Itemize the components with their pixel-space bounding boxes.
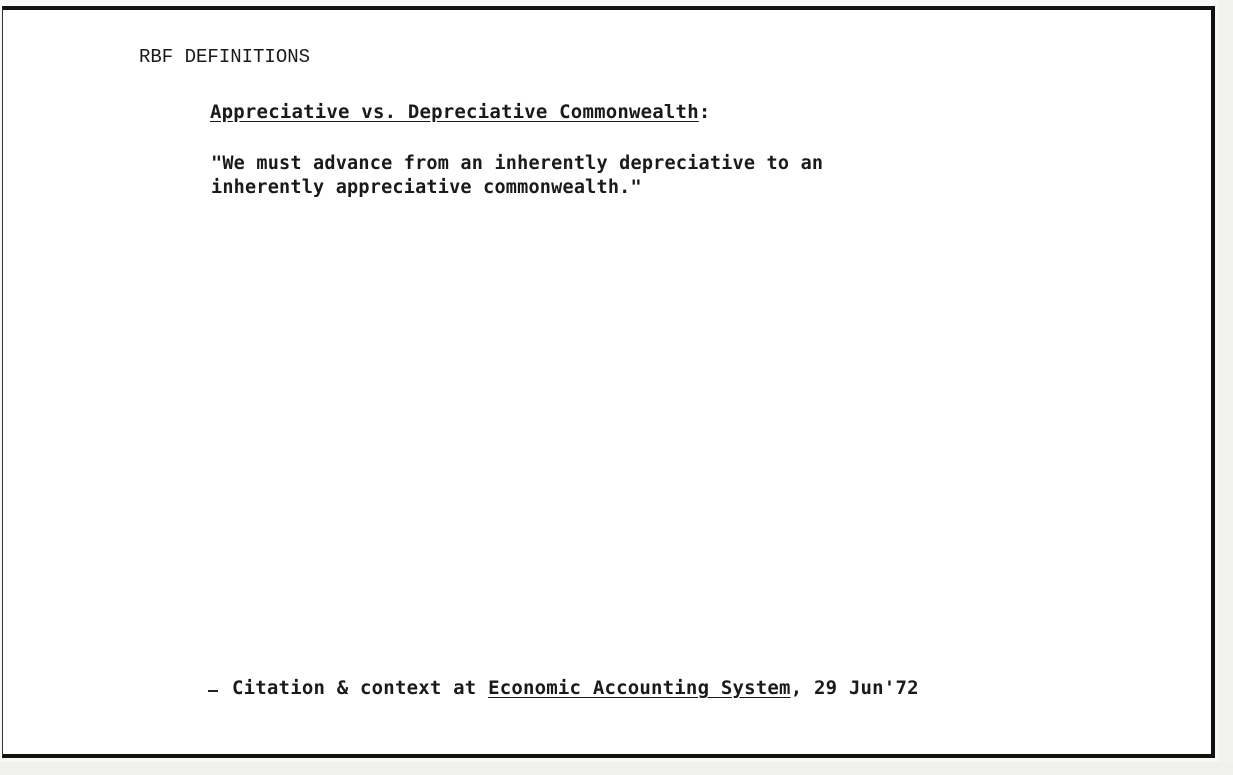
term-suffix: :	[698, 101, 711, 123]
citation-prefix: Citation & context at	[232, 677, 489, 699]
definition-quote	[211, 152, 823, 200]
definition-term: Appreciative vs. Depreciative Commonwealth	[210, 101, 699, 123]
quote-line-1: "We must advance from an inherently depreciative to an	[211, 153, 824, 174]
citation-line	[208, 677, 919, 699]
dash-icon	[208, 690, 218, 692]
bottom-margin	[0, 762, 1233, 775]
quote-line-2: inherently appreciative commonwealth."	[211, 177, 642, 198]
citation-source: Economic Accounting System	[488, 677, 791, 699]
right-margin	[1219, 0, 1233, 775]
citation-date: , 29 Jun'72	[790, 677, 919, 699]
term-line	[210, 101, 710, 123]
card-heading: RBF DEFINITIONS	[139, 46, 311, 68]
